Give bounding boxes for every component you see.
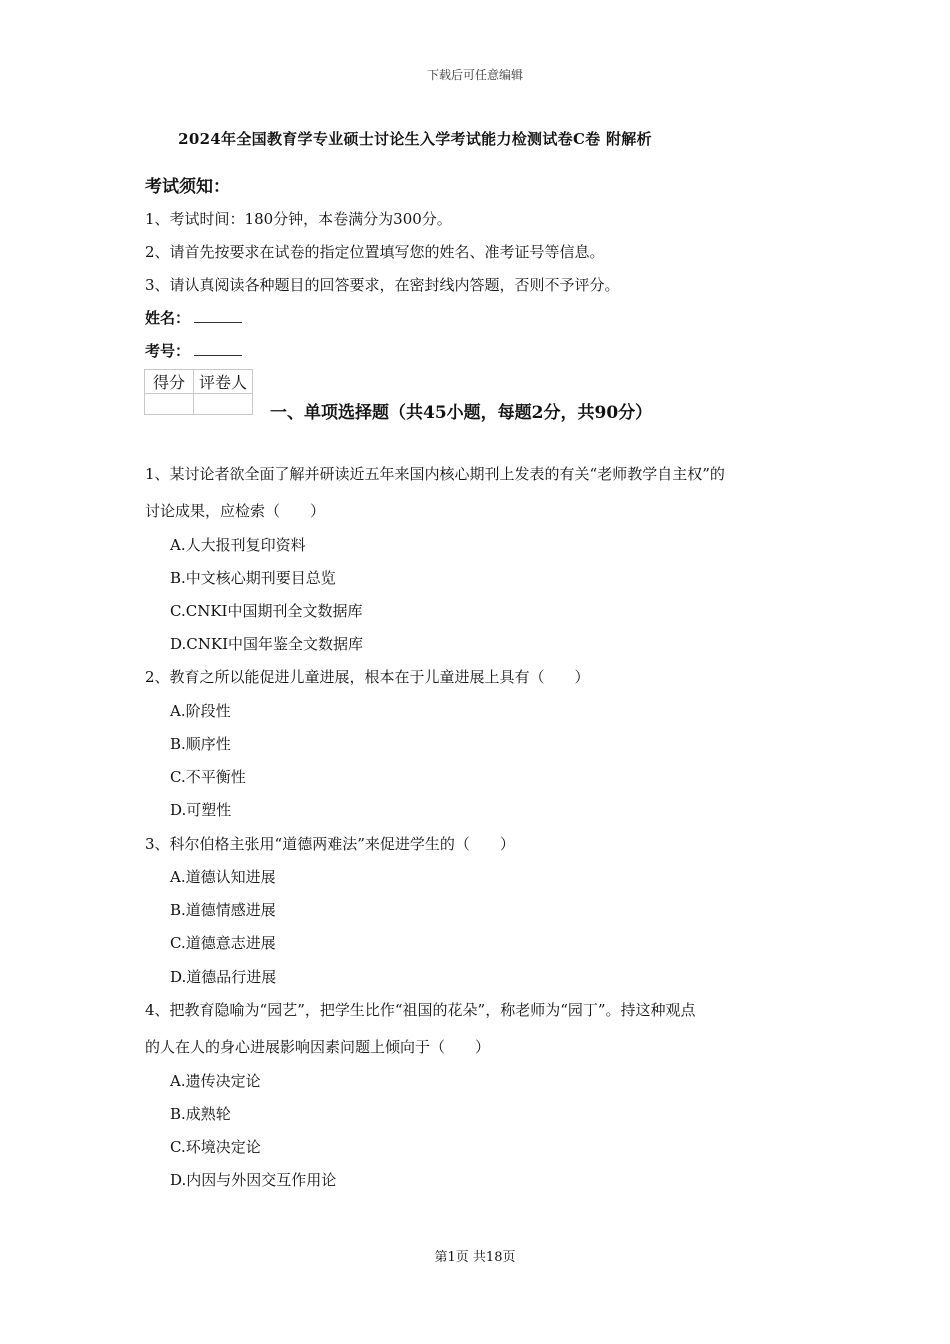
- option[interactable]: A.道德认知进展: [170, 868, 276, 886]
- score-cell[interactable]: [145, 394, 194, 415]
- option[interactable]: A.人大报刊复印资料: [170, 536, 306, 554]
- name-label: 姓名：: [145, 309, 191, 327]
- notice-item: 2、请首先按要求在试卷的指定位置填写您的姓名、准考证号等信息。: [145, 243, 605, 261]
- question-stem: 1、某讨论者欲全面了解并研读近五年来国内核心期刊上发表的有关“老师教学自主权”的: [145, 465, 725, 483]
- option[interactable]: C.不平衡性: [170, 768, 246, 786]
- option[interactable]: B.中文核心期刊要目总览: [170, 569, 336, 587]
- notice-item: 3、请认真阅读各种题目的回答要求，在密封线内答题，否则不予评分。: [145, 276, 620, 294]
- grader-cell[interactable]: [194, 394, 253, 415]
- grader-header: 评卷人: [194, 370, 253, 394]
- question-stem: 4、把教育隐喻为“园艺”，把学生比作“祖国的花朵”，称老师为“园丁”。持这种观点: [145, 1001, 696, 1019]
- name-blank[interactable]: [194, 308, 242, 323]
- option[interactable]: D.CNKI中国年鉴全文数据库: [170, 635, 363, 653]
- option[interactable]: C.CNKI中国期刊全文数据库: [170, 602, 363, 620]
- id-label: 考号：: [145, 342, 191, 360]
- option[interactable]: C.环境决定论: [170, 1138, 261, 1156]
- header-note: 下载后可任意编辑: [426, 68, 523, 82]
- page-number: 第1页 共18页: [434, 1250, 516, 1265]
- option[interactable]: D.道德品行进展: [170, 968, 277, 986]
- section-title: 一、单项选择题（共45小题，每题2分，共90分）: [270, 403, 653, 423]
- question-stem: 2、教育之所以能促进儿童进展，根本在于儿童进展上具有（ ）: [145, 668, 590, 686]
- score-table: [144, 369, 253, 415]
- name-field: [145, 307, 242, 328]
- option[interactable]: B.成熟轮: [170, 1105, 231, 1123]
- notice-heading: 考试须知：: [145, 177, 230, 197]
- option[interactable]: A.遗传决定论: [170, 1072, 261, 1090]
- option[interactable]: D.内因与外因交互作用论: [170, 1171, 337, 1189]
- question-stem: 3、科尔伯格主张用“道德两难法”来促进学生的（ ）: [145, 835, 515, 853]
- score-header: 得分: [145, 370, 194, 394]
- option[interactable]: A.阶段性: [170, 702, 231, 720]
- option[interactable]: C.道德意志进展: [170, 934, 276, 952]
- id-blank[interactable]: [194, 341, 242, 356]
- question-stem: 讨论成果，应检索（ ）: [145, 502, 326, 520]
- option[interactable]: D.可塑性: [170, 801, 232, 819]
- notice-item: 1、考试时间：180分钟，本卷满分为300分。: [145, 210, 452, 228]
- option[interactable]: B.道德情感进展: [170, 901, 276, 919]
- id-field: [145, 340, 242, 361]
- question-stem: 的人在人的身心进展影响因素问题上倾向于（ ）: [145, 1038, 491, 1056]
- option[interactable]: B.顺序性: [170, 735, 231, 753]
- document-title: 2024年全国教育学专业硕士讨论生入学考试能力检测试卷C卷 附解析: [178, 130, 652, 148]
